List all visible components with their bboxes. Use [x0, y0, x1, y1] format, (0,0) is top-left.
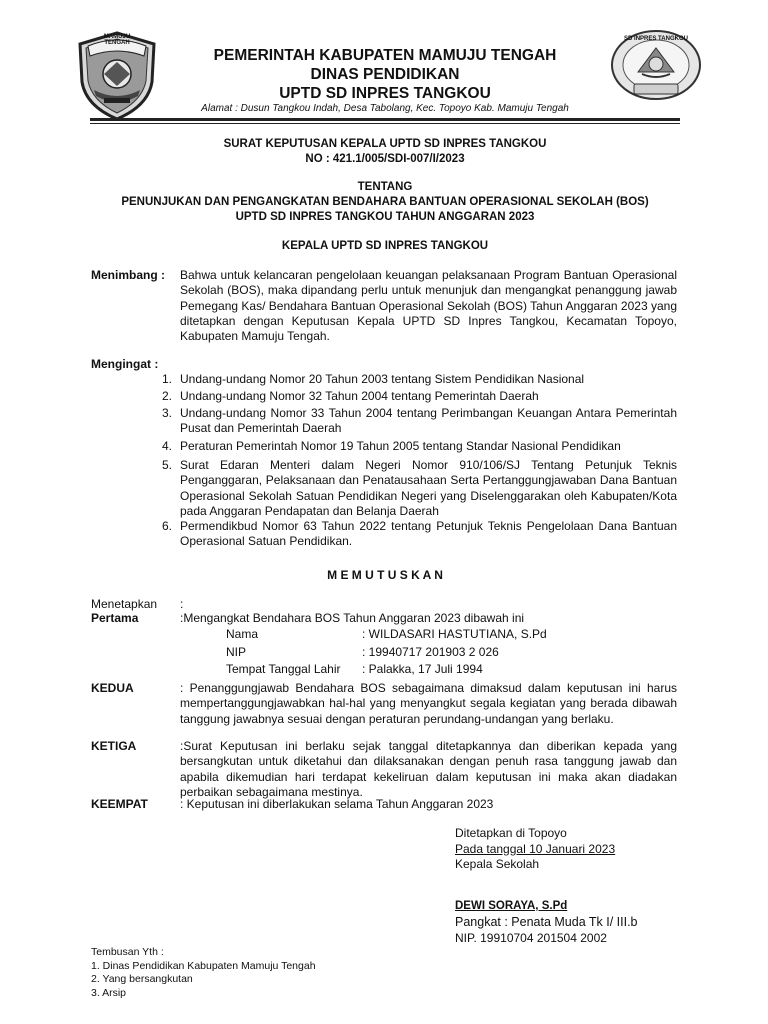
signature-role: Kepala Sekolah: [455, 857, 540, 871]
decree-subject: [90, 180, 680, 225]
field-value-nama: : WILDASARI HASTUTIANA, S.Pd: [362, 627, 547, 641]
mengingat-item: Undang-undang Nomor 32 Tahun 2004 tentang Pemerintah Daerah: [180, 389, 539, 403]
field-value-nip: : 19940717 201903 2 026: [362, 645, 499, 659]
list-number: 4.: [161, 439, 172, 453]
list-number: 1.: [161, 372, 172, 386]
signatory-name: DEWI SORAYA, S.Pd: [455, 900, 568, 912]
decree-title-line-1: SURAT KEPUTUSAN KEPALA UPTD SD INPRES TANGKOU: [223, 138, 547, 150]
tembusan-block: [91, 946, 316, 1000]
letterhead-line-2: DINAS PENDIDIKAN: [310, 66, 460, 83]
ketiga-text: :Surat Keputusan ini berlaku sejak tanggal ditetapkannya dan diberikan kepada yang bersangkutan untuk diketahui dan dilaksanakan dengan penuh rasa tanggung jawab dan apabila dikemudian hari terdapat kekeliruan dalam keputusan ini maka akan diadakan perbaikan sebagaimana mestinya.: [180, 739, 677, 799]
menimbang-label: Menimbang :: [91, 268, 165, 282]
field-value-ttl: : Palakka, 17 Juli 1994: [362, 662, 483, 676]
letterhead-line-3: UPTD SD INPRES TANGKOU: [279, 85, 491, 102]
letterhead-rule-thick: [90, 118, 680, 121]
signature-date: Pada tanggal 10 Januari 2023: [455, 841, 616, 856]
menimbang-text: Bahwa untuk kelancaran pengelolaan keuangan pelaksanaan Program Bantuan Operasional Sekolah (BOS), maka dipandang perlu untuk menunjuk dan mengangkat penanggung jawab Pemegang Kas/ Bendahara Bantuan Operasional Sekolah (BOS) Tahun Anggaran 2023 yang ditetapkan dengan Keputusan Kepala UPTD SD Inpres Tangkou, Kecamatan Topoyo, Kabupaten Mamuju Tengah.: [180, 268, 677, 344]
mengingat-item: Undang-undang Nomor 33 Tahun 2004 tentang Perimbangan Keuangan Antara Pemerintah Pusat dan Pemerintah Daerah: [180, 406, 677, 436]
signature-place: Ditetapkan di Topoyo: [455, 826, 567, 840]
field-key-nip: NIP: [226, 645, 247, 659]
issuer-heading: KEPALA UPTD SD INPRES TANGKOU: [281, 240, 489, 252]
letterhead-rule-thin: [90, 123, 680, 124]
tembusan-item: 3. Arsip: [91, 986, 127, 999]
decree-number: NO : 421.1/005/SDI-007/I/2023: [305, 153, 465, 165]
mengingat-item: Surat Edaran Menteri dalam Negeri Nomor 910/106/SJ Tentang Petunjuk Teknis Penganggaran, Pelaksanaan dan Penatausahaan Serta Pertanggungjawaban Dana Bantuan Operasional Sekolah Satuan Pendidikan Negeri yang Diselenggarakan oleh Kabupaten/Kota pada Anggaran Pendapatan dan Belanja Daerah: [180, 458, 677, 518]
signatory-rank: Pangkat : Penata Muda Tk I/ III.b: [455, 915, 638, 929]
subject-line-1: PENUNJUKAN DAN PENGANGKATAN BENDAHARA BANTUAN OPERASIONAL SEKOLAH (BOS): [121, 196, 649, 208]
list-number: 3.: [161, 406, 172, 420]
pertama-text: :Mengangkat Bendahara BOS Tahun Anggaran 2023 dibawah ini: [180, 611, 525, 625]
mengingat-item: Peraturan Pemerintah Nomor 19 Tahun 2005 tentang Standar Nasional Pendidikan: [180, 439, 621, 453]
mengingat-item: Permendikbud Nomor 63 Tahun 2022 tentang Petunjuk Teknis Pengelolaan Dana Bantuan Operasional Satuan Pendidikan.: [180, 519, 677, 549]
right-logo-text: SD INPRES TANGKOU: [624, 36, 688, 42]
menetapkan-label: Menetapkan: [91, 597, 158, 611]
memutuskan-heading: M E M U T U S K A N: [327, 568, 443, 582]
keempat-text: : Keputusan ini diberlakukan selama Tahun Anggaran 2023: [180, 797, 494, 811]
subject-line-2: UPTD SD INPRES TANGKOU TAHUN ANGGARAN 2023: [235, 211, 535, 223]
list-number: 5.: [161, 458, 172, 472]
tembusan-item: 1. Dinas Pendidikan Kabupaten Mamuju Tengah: [91, 959, 316, 972]
kedua-label: KEDUA: [91, 681, 134, 695]
tentang-heading: TENTANG: [357, 181, 413, 193]
menetapkan-colon: :: [180, 597, 184, 611]
list-number: 6.: [161, 519, 172, 533]
signature-block: [455, 826, 615, 873]
mengingat-item: Undang-undang Nomor 20 Tahun 2003 tentang Sistem Pendidikan Nasional: [180, 372, 585, 386]
list-number: 2.: [161, 389, 172, 403]
pertama-label: Pertama: [91, 611, 139, 625]
tembusan-item: 2. Yang bersangkutan: [91, 973, 193, 986]
mengingat-label: Mengingat :: [91, 357, 159, 371]
kedua-text: : Penanggungjawab Bendahara BOS sebagaimana dimaksud dalam keputusan ini harus mempertanggungjawabkan hal-hal yang menyangkut segala kegiatan yang berada dibawah tanggung jawabnya sesuai dengan peraturan perundang-undangan yang berlaku.: [180, 681, 677, 726]
letterhead-line-1: PEMERINTAH KABUPATEN MAMUJU TENGAH: [213, 47, 557, 64]
letterhead: [150, 46, 620, 103]
left-logo-text: MAMUJU TENGAH: [103, 34, 131, 46]
field-key-ttl: Tempat Tanggal Lahir: [226, 662, 341, 676]
keempat-label: KEEMPAT: [91, 797, 148, 811]
field-key-nama: Nama: [226, 627, 259, 641]
ketiga-label: KETIGA: [91, 739, 137, 753]
tembusan-title: Tembusan Yth :: [91, 946, 164, 958]
letterhead-address: Alamat : Dusun Tangkou Indah, Desa Tabolang, Kec. Topoyo Kab. Mamuju Tengah: [201, 103, 569, 114]
decree-title: [90, 137, 680, 167]
signatory-nip: NIP. 19910704 201504 2002: [455, 931, 607, 945]
